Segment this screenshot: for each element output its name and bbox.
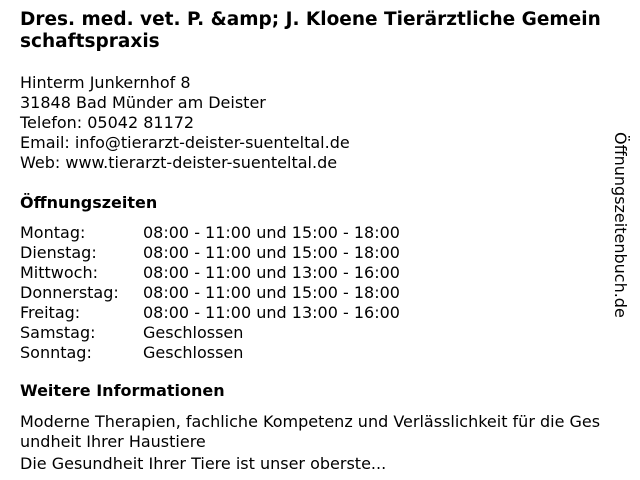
time-value: 08:00 - 11:00 und 13:00 - 16:00 — [143, 263, 400, 282]
site-watermark: Öffnungszeitenbuch.de — [611, 132, 630, 318]
day-label: Samstag: — [20, 323, 96, 342]
hours-row-tuesday — [20, 243, 608, 263]
time-value: 08:00 - 11:00 und 13:00 - 16:00 — [143, 303, 400, 322]
address-block — [20, 73, 608, 173]
info-paragraph-truncated: Die Gesundheit Ihrer Tiere ist unser oberste... — [20, 454, 387, 473]
hours-row-monday — [20, 223, 608, 243]
street-address: Hinterm Junkernhof 8 — [20, 73, 191, 92]
day-label: Donnerstag: — [20, 283, 119, 302]
time-value: 08:00 - 11:00 und 15:00 - 18:00 — [143, 283, 400, 302]
hours-row-thursday — [20, 283, 608, 303]
hours-row-saturday — [20, 323, 608, 343]
day-label: Mittwoch: — [20, 263, 98, 282]
time-value: Geschlossen — [143, 323, 244, 342]
hours-row-friday — [20, 303, 608, 323]
day-label: Dienstag: — [20, 243, 97, 262]
time-value: 08:00 - 11:00 und 15:00 - 18:00 — [143, 223, 400, 242]
practice-title: Dres. med. vet. P. &amp; J. Kloene Tierärztliche Gemeinschaftspraxis — [20, 9, 601, 52]
info-paragraph: Moderne Therapien, fachliche Kompetenz und Verlässlichkeit für die Gesundheit Ihrer Haustiere — [20, 412, 601, 451]
website-address: Web: www.tierarzt-deister-suenteltal.de — [20, 153, 338, 172]
day-label: Montag: — [20, 223, 86, 242]
hours-row-wednesday — [20, 263, 608, 283]
phone-number: Telefon: 05042 81172 — [20, 113, 195, 132]
time-value: Geschlossen — [143, 343, 244, 362]
day-label: Freitag: — [20, 303, 81, 322]
hours-row-sunday — [20, 343, 608, 363]
day-label: Sonntag: — [20, 343, 92, 362]
opening-hours-table — [20, 223, 608, 363]
email-address: Email: info@tierarzt-deister-suenteltal.de — [20, 133, 350, 152]
practice-card — [20, 9, 608, 474]
time-value: 08:00 - 11:00 und 15:00 - 18:00 — [143, 243, 400, 262]
opening-hours-heading: Öffnungszeiten — [20, 193, 158, 212]
more-info-text — [20, 412, 608, 474]
more-info-heading: Weitere Informationen — [20, 381, 225, 400]
city-address: 31848 Bad Münder am Deister — [20, 93, 266, 112]
